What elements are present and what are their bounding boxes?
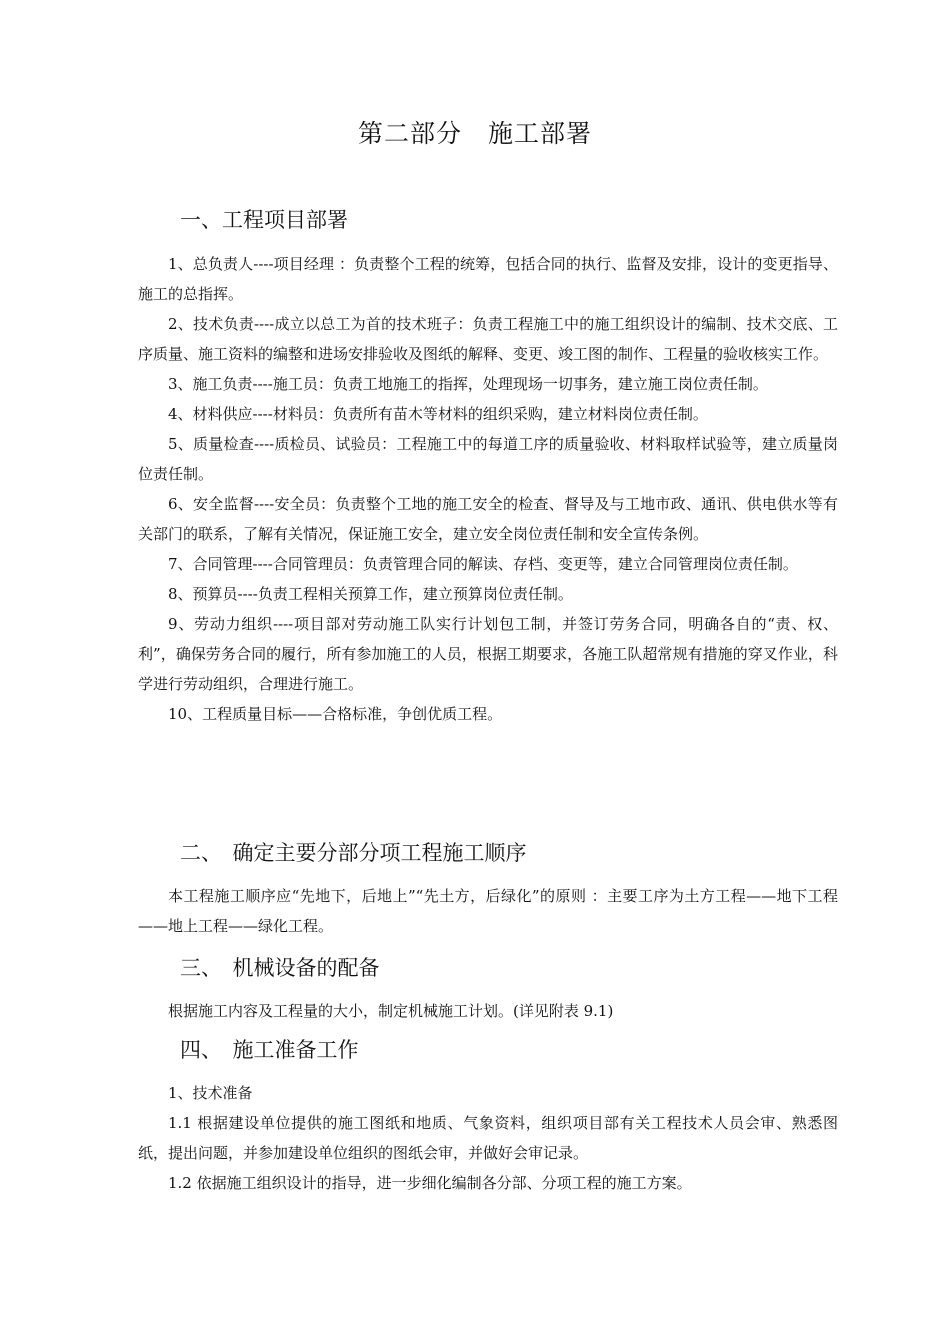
section-heading-4: 四、 施工准备工作 xyxy=(180,1038,359,1062)
section-1-body xyxy=(138,249,838,729)
paragraph-equipment: 根据施工内容及工程量的大小，制定机械施工计划。(详见附表 9.1) xyxy=(168,1002,614,1020)
section-heading-2: 二、 确定主要分部分项工程施工顺序 xyxy=(180,841,527,865)
paragraph-item-8: 8、预算员----负责工程相关预算工作，建立预算岗位责任制。 xyxy=(168,585,573,603)
paragraph-item-4: 4、材料供应----材料员：负责所有苗木等材料的组织采购，建立材料岗位责任制。 xyxy=(168,405,708,423)
paragraph-item-10: 10、工程质量目标——合格标准，争创优质工程。 xyxy=(168,705,503,723)
section-heading-3: 三、 机械设备的配备 xyxy=(180,956,380,980)
section-heading-1: 一、工程项目部署 xyxy=(180,208,348,232)
section-2-body xyxy=(138,881,838,941)
paragraph-sequence: 本工程施工顺序应“先地下，后地上”“先土方，后绿化”的原则 ：主要工序为土方工程——地下工程——地上工程——绿化工程。 xyxy=(138,887,838,935)
paragraph-item-7: 7、合同管理----合同管理员：负责管理合同的解读、存档、变更等，建立合同管理岗位责任制。 xyxy=(168,555,798,573)
paragraph-item-5: 5、质量检查----质检员、试验员：工程施工中的每道工序的质量验收、材料取样试验等，建立质量岗位责任制。 xyxy=(138,435,838,483)
paragraph-item-3: 3、施工负责----施工员：负责工地施工的指挥，处理现场一切事务，建立施工岗位责任制。 xyxy=(168,375,768,393)
section-3-body xyxy=(138,996,838,1026)
paragraph-item-6: 6、安全监督----安全员：负责整个工地的施工安全的检查、督导及与工地市政、通讯、供电供水等有关部门的联系，了解有关情况，保证施工安全，建立安全岗位责任制和安全宣传条例。 xyxy=(138,495,838,543)
paragraph-item-1-2: 1.2 依据施工组织设计的指导，进一步细化编制各分部、分项工程的施工方案。 xyxy=(168,1174,692,1192)
paragraph-item-2: 2、技术负责----成立以总工为首的技术班子：负责工程施工中的施工组织设计的编制、技术交底、工序质量、施工资料的编整和进场安排验收及图纸的解释、变更、竣工图的制作、工程量的验收核实工作。 xyxy=(138,315,838,363)
paragraph-tech-prep: 1、技术准备 xyxy=(168,1084,253,1102)
section-4-body xyxy=(138,1078,838,1198)
page-title: 第二部分 施工部署 xyxy=(357,119,592,148)
paragraph-item-1: 1、总负责人----项目经理 ：负责整个工程的统筹，包括合同的执行、监督及安排，设计的变更指导、施工的总指挥。 xyxy=(138,255,838,303)
paragraph-item-1-1: 1.1 根据建设单位提供的施工图纸和地质、气象资料，组织项目部有关工程技术人员会审、熟悉图纸，提出问题，并参加建设单位组织的图纸会审，并做好会审记录。 xyxy=(138,1114,838,1162)
paragraph-item-9: 9、劳动力组织----项目部对劳动施工队实行计划包工制，并签订劳务合同，明确各自的“责、权、利”，确保劳务合同的履行，所有参加施工的人员，根据工期要求，各施工队超常规有措施的穿叉作业，科学进行劳动组织，合理进行施工。 xyxy=(138,615,838,693)
